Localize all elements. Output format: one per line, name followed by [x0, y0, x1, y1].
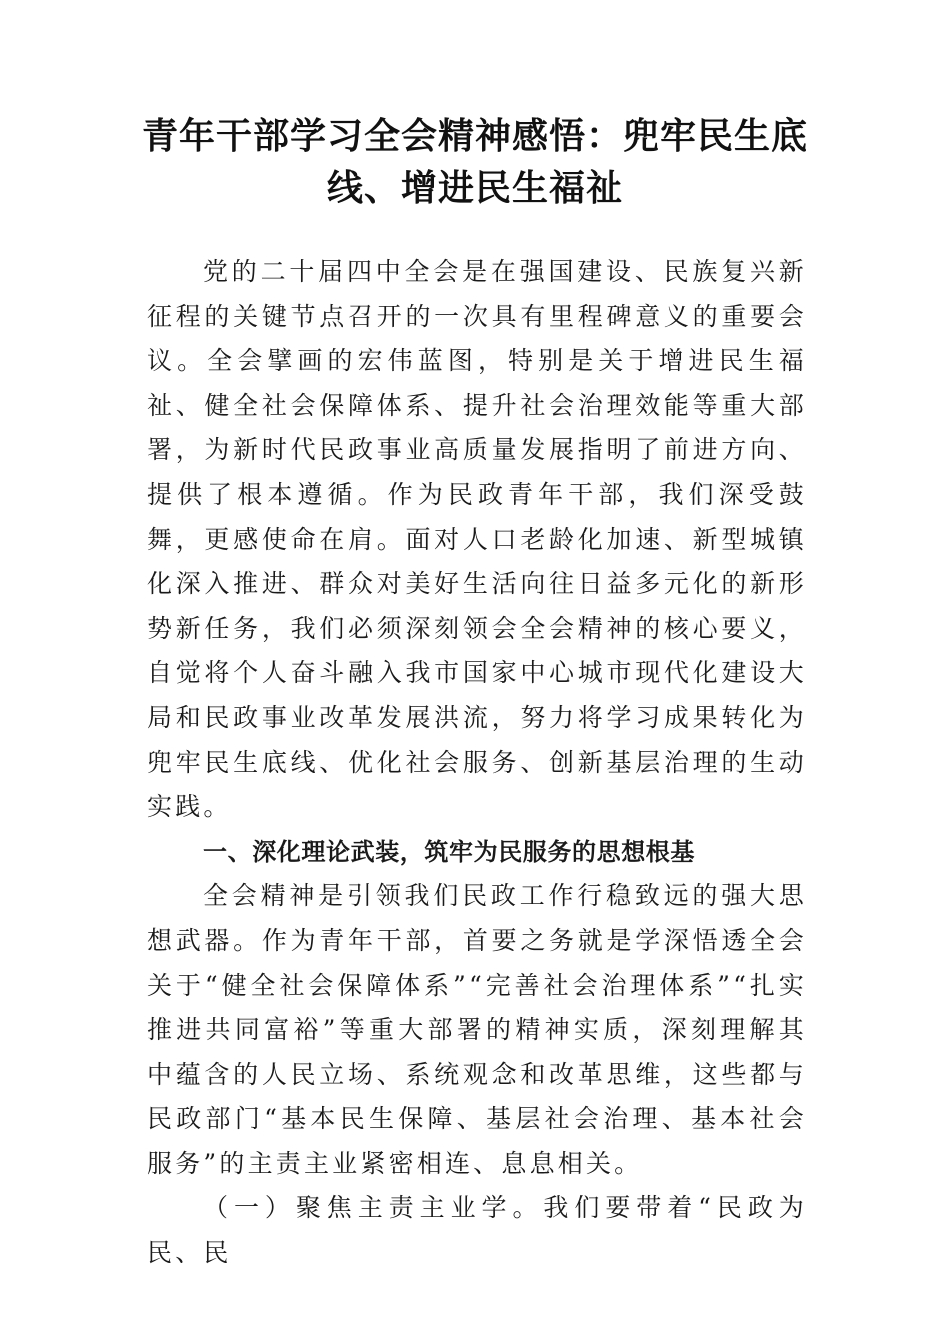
document-body	[147, 250, 807, 1276]
intro-paragraph: 党的二十届四中全会是在强国建设、民族复兴新征程的关键节点召开的一次具有里程碑意义的重要会议。全会擘画的宏伟蓝图，特别是关于增进民生福祉、健全社会保障体系、提升社会治理效能等重大部署，为新时代民政事业高质量发展指明了前进方向、提供了根本遵循。作为民政青年干部，我们深受鼓舞，更感使命在肩。面对人口老龄化加速、新型城镇化深入推进、群众对美好生活向往日益多元化的新形势新任务，我们必须深刻领会全会精神的核心要义，自觉将个人奋斗融入我市国家中心城市现代化建设大局和民政事业改革发展洪流，努力将学习成果转化为兜牢民生底线、优化社会服务、创新基层治理的生动实践。	[147, 257, 807, 822]
title-line-1: 青年干部学习全会精神感悟：兜牢民生底	[141, 115, 808, 157]
section-heading-1: 一、深化理论武装，筑牢为民服务的思想根基	[203, 837, 695, 866]
document-title	[140, 110, 810, 214]
subsection-1-paragraph: （一）聚焦主责主业学。我们要带着“民政为民、民	[147, 1193, 807, 1268]
title-line-2: 线、增进民生福祉	[326, 167, 623, 209]
section-1-paragraph: 全会精神是引领我们民政工作行稳致远的强大思想武器。作为青年干部，首要之务就是学深悟透全会关于“健全社会保障体系”“完善社会治理体系”“扎实推进共同富裕”等重大部署的精神实质，深刻理解其中蕴含的人民立场、系统观念和改革思维，这些都与民政部门“基本民生保障、基层社会治理、基本社会服务”的主责主业紧密相连、息息相关。	[147, 881, 807, 1178]
